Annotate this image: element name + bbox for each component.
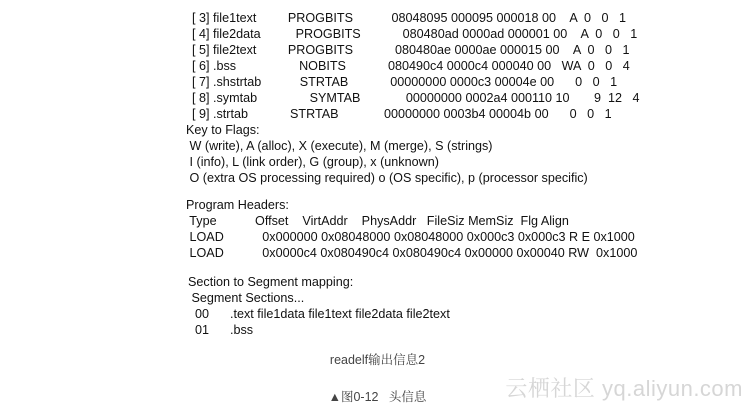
program-header-row: LOAD 0x000000 0x08048000 0x08048000 0x000c3 0x000c3 R E 0x1000 — [186, 230, 635, 244]
segment-mapping-row: 00 .text file1data file1text file2data file2text — [188, 307, 450, 321]
figure-label: ▲图0-12 头信息 — [328, 390, 427, 404]
section-row-5: [ 5] file2text PROGBITS 080480ae 0000ae 000015 00 A 0 0 1 — [192, 43, 630, 57]
flags-key-line: W (write), A (alloc), X (execute), M (merge), S (strings) — [186, 139, 493, 153]
watermark: 云栖社区 yq.aliyun.com — [505, 376, 743, 401]
flags-key-line: O (extra OS processing required) o (OS specific), p (processor specific) — [186, 171, 588, 185]
section-row-4: [ 4] file2data PROGBITS 080480ad 0000ad 000001 00 A 0 0 1 — [192, 27, 638, 41]
program-headers-columns: Type Offset VirtAddr PhysAddr FileSiz MemSiz Flg Align — [186, 214, 569, 228]
section-row-6: [ 6] .bss NOBITS 080490c4 0000c4 000040 00 WA 0 0 4 — [192, 59, 630, 73]
section-row-9: [ 9] .strtab STRTAB 00000000 0003b4 00004b 00 0 0 1 — [192, 107, 612, 121]
segment-mapping-header: Segment Sections... — [188, 291, 305, 305]
segment-mapping-title: Section to Segment mapping: — [188, 275, 354, 289]
program-header-row: LOAD 0x0000c4 0x080490c4 0x080490c4 0x00000 0x00040 RW 0x1000 — [186, 246, 638, 260]
section-row-8: [ 8] .symtab SYMTAB 00000000 0002a4 000110 10 9 12 4 — [192, 91, 640, 105]
flags-key-title: Key to Flags: — [186, 123, 260, 137]
segment-mapping-row: 01 .bss — [188, 323, 254, 337]
figure-caption: readelf输出信息2 — [329, 353, 426, 367]
flags-key-line: I (info), L (link order), G (group), x (unknown) — [186, 155, 439, 169]
section-row-7: [ 7] .shstrtab STRTAB 00000000 0000c3 00004e 00 0 0 1 — [192, 75, 618, 89]
section-row-3: [ 3] file1text PROGBITS 08048095 000095 000018 00 A 0 0 1 — [192, 11, 627, 25]
program-headers-title: Program Headers: — [186, 198, 289, 212]
